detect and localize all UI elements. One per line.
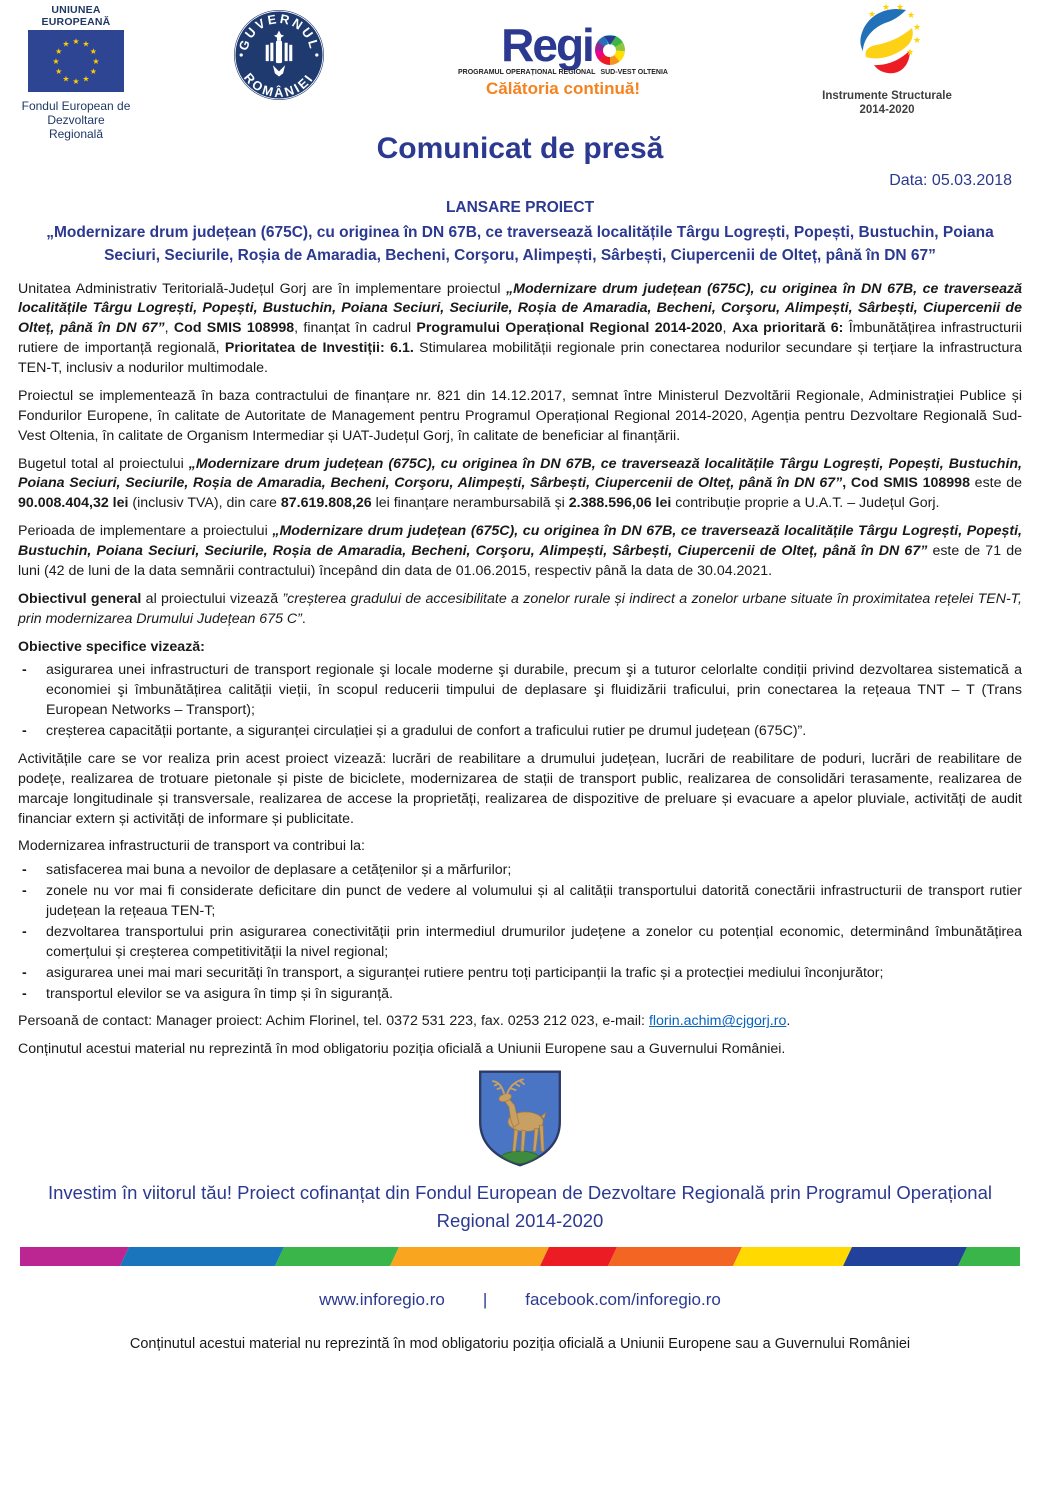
svg-text:★: ★: [881, 2, 891, 12]
svg-text:★: ★: [62, 74, 70, 84]
svg-text:★: ★: [72, 77, 80, 86]
svg-text:★: ★: [62, 39, 70, 49]
coat-of-arms-wrap: [0, 1068, 1040, 1173]
stripe-segment: [275, 1247, 399, 1266]
regio-color-wheel-icon: [595, 35, 625, 65]
list-item: - transportul elevilor se va asigura în timp și în siguranță.: [18, 985, 1022, 1005]
list-item: - creșterea capacității portante, a siguranței circulației și a gradului de confort a traficului rutier pe drumul județean (675C)”.: [18, 722, 1022, 742]
stripe-segment: [608, 1247, 742, 1266]
gorj-coat-of-arms-icon: [471, 1068, 569, 1168]
svg-text:★: ★: [92, 57, 100, 66]
svg-text:★: ★: [52, 57, 60, 66]
list-item: - dezvoltarea transportului prin asigurarea conectivității prin intermediul drumurilor județene a zonelor cu potențial economic, determinând îmbunătățirea comerțului și creșterea competitivității la nivel regional;: [18, 923, 1022, 963]
footer-links: [0, 1290, 1040, 1310]
eu-logo-subtitle: Fondul European de Dezvoltare Regională: [21, 99, 131, 141]
specific-objectives-heading: Obiective specifice vizează:: [18, 638, 205, 655]
stripe-segment: [120, 1247, 284, 1266]
instrumente-structurale-logo: [822, 0, 952, 118]
list-item: - asigurarea unei mai mari securități în transport, a siguranței rutiere pentru toți participanții la trafic și a protecției mediului înconjurător;: [18, 964, 1022, 984]
inforegio-facebook-link[interactable]: facebook.com/inforegio.ro: [525, 1289, 721, 1309]
date-line: Data: 05.03.2018: [889, 172, 1012, 189]
contribution-heading: Modernizarea infrastructurii de transport va contribui la:: [18, 838, 365, 855]
list-item: - zonele nu vor mai fi considerate deficitare din punct de vedere al volumului și al calității transportului datorită conectării infrastructurii de transport rutier județean la rețeaua TEN-T;: [18, 882, 1022, 922]
rainbow-stripe-svg: [20, 1247, 1020, 1266]
svg-text:★: ★: [82, 74, 90, 84]
rainbow-stripe: [20, 1247, 1020, 1266]
instrumente-structurale-swoosh-icon: [844, 0, 930, 84]
svg-text:★: ★: [905, 47, 915, 57]
regio-tagline: Călătoria continuă!: [486, 79, 640, 98]
svg-text:★: ★: [72, 37, 80, 46]
header-logos: [0, 0, 1040, 141]
email-link[interactable]: florin.achim@cjgorj.ro: [648, 1013, 787, 1030]
contribution-list: [18, 861, 1022, 1004]
paragraph-implementation: Unitatea Administrativ Teritorială-Județul Gorj are în implementare proiectul „Modernizare drum județean (675C), cu originea în DN 67B, ce traversează localitățile Târgu Logrești, Popești, Bustuchin, Poiana Seciuri, Seciurile, Roșia de Amaradia, Becheni, Corşoru, Alimpești, Sârbești, Ciupercenii de Olteț, până în DN 67”, Cod SMIS 108998, finanțat în cadrul Programului Operațional Regional 2014-2020, Axa prioritară 6: Îmbunătățirea infrastructurii rutiere de importanță regională, Prioritatea de Investiții: 6.1. Stimularea mobilității regionale prin conectarea nodurilor secundare și terțiare la infrastructura TEN-T, inclusiv a nodurilor multimodale.: [18, 280, 1023, 376]
svg-text:★: ★: [906, 10, 916, 20]
svg-text:★: ★: [912, 22, 922, 32]
contact-line: Persoană de contact: Manager proiect: Achim Florinel, tel. 0372 531 223, fax. 0253 212 023, e-mail: florin.achim@cjgorj.ro.: [18, 1013, 791, 1030]
svg-text:★: ★: [55, 67, 63, 76]
eu-flag-icon: [28, 30, 124, 92]
svg-text:★: ★: [82, 39, 90, 49]
stripe-segment: [390, 1247, 549, 1266]
body-content: [0, 268, 1040, 1061]
svg-text:★: ★: [912, 35, 922, 45]
specific-objectives-list: [18, 661, 1022, 742]
paragraph-general-objective: Obiectivul general al proiectului vizează ”creșterea gradului de accesibilitate a zonelor rurale și indirect a zonelor urbane situate în proximitatea rețelei TEN-T, prin modernizarea Drumului Județean 675 C”.: [18, 590, 1022, 627]
svg-text:★: ★: [867, 9, 877, 19]
svg-text:GUVERNUL: GUVERNUL: [235, 11, 323, 53]
stripe-segment: [843, 1247, 967, 1266]
page-title: Comunicat de presă: [376, 132, 664, 165]
stripe-segment: [20, 1247, 129, 1266]
paragraph-contract: Proiectul se implementează în baza contractului de finanțare nr. 821 din 14.12.2017, semnat între Ministerul Dezvoltării Regionale, Administrației Publice și Fondurilor Europene, în calitate de Autoritate de Management pentru Programul Operațional Regional 2014-2020, Agenția pentru Dezvoltare Regională Sud-Vest Oltenia, în calitate de Organism Intermediar și UAT-Județul Gorj, în calitate de beneficiar al finanțării.: [18, 387, 1022, 444]
footer-disclaimer: Conținutul acestui material nu reprezintă în mod obligatoriu poziția oficială a Uniunii Europene sau a Guvernului României: [129, 1335, 911, 1352]
paragraph-activities: Activitățile care se vor realiza prin acest proiect vizează: lucrări de reabilitare a drumului județean, lucrări de reabilitare de poduri, lucrări de reabilitare de podețe, realizarea de trotuare pietonale și piste de biciclete, modernizarea de stații de transport public, realizarea de consolidări terasamente, realizarea de marcaje longitudinale și transversale, realizarea de accese la proprietăți, realizarea de dispozitive de preluare și evacuare a apelor pluviale, activități de audit financiar extern și activități de informare și publicitate.: [18, 750, 1022, 827]
svg-text:★: ★: [895, 2, 905, 12]
svg-text:ROMÂNIEI: ROMÂNIEI: [240, 69, 317, 101]
svg-text:★: ★: [55, 47, 63, 56]
regio-caption: PROGRAMUL OPERAȚIONAL REGIONAL SUD-VEST OLTENIA: [458, 69, 668, 76]
svg-text:★: ★: [89, 47, 97, 56]
government-of-romania-seal-icon: [232, 8, 326, 102]
regio-wordmark: Regi: [452, 6, 674, 68]
stripe-segment: [733, 1247, 852, 1266]
list-item: - satisfacerea mai buna a nevoilor de deplasare a cetățenilor și a mărfurilor;: [18, 861, 1022, 881]
cofinancing-statement: Investim în viitorul tău! Proiect cofinanțat din Fondul European de Dezvoltare Regională prin Programul Operațional Regional 2014-2020: [47, 1182, 992, 1231]
eu-logo-title: UNIUNEA EUROPEANĂ: [41, 4, 111, 28]
stripe-segment: [958, 1247, 1020, 1266]
paragraph-budget: Bugetul total al proiectului „Modernizare drum județean (675C), cu originea în DN 67B, ce traversează localitățile Târgu Logrești, Popești, Bustuchin, Poiana Seciuri, Seciurile, Roșia de Amaradia, Becheni, Corşoru, Alimpești, Sârbești, Ciupercenii de Olteț, până în DN 67”, Cod SMIS 108998 este de 90.008.404,32 lei (inclusiv TVA), din care 87.619.808,26 lei finanțare nerambursabilă și 2.388.596,06 lei contribuție proprie a U.A.T. – Județul Gorj.: [18, 455, 1023, 512]
svg-text:★: ★: [89, 67, 97, 76]
link-separator: |: [482, 1289, 488, 1309]
stripe-segment: [540, 1247, 617, 1266]
paragraph-period: Perioada de implementare a proiectului „Modernizare drum județean (675C), cu originea în DN 67B, ce traversează localitățile Târgu Logrești, Popești, Bustuchin, Poiana Seciuri, Seciurile, Roșia de Amaradia, Becheni, Corşoru, Alimpești, Sârbești, Ciupercenii de Olteț, până în DN 67” este de 71 de luni (42 de luni de la data semnării contractului) începând din data de 01.06.2015, respectiv până la data de 30.04.2021.: [18, 523, 1023, 579]
project-title: „Modernizare drum județean (675C), cu originea în DN 67B, ce traversează localitățile Târgu Logrești, Popești, Bustuchin, Poiana Seciuri, Seciurile, Roșia de Amaradia, Becheni, Corşoru, Alimpești, Sârbești, Ciupercenii de Olteț, până în DN 67”: [46, 224, 994, 265]
regio-logo: [452, 6, 674, 99]
eu-logo: [20, 4, 132, 141]
list-item: - asigurarea unei infrastructuri de transport regionale şi locale moderne şi durabile, precum şi a tuturor celorlalte condiții privind dezvoltarea sistematică a economiei şi îmbunătățirea calității vieții, în scopul reducerii timpului de deplasare şi fluidizării traficului, prin conectarea la rețeaua TNT – T (Trans European Networks – Transport);: [18, 661, 1022, 721]
disclaimer-mid: Conținutul acestui material nu reprezintă în mod obligatoriu poziția oficială a Uniunii Europene sau a Guvernului României.: [18, 1041, 786, 1058]
inforegio-web-link[interactable]: www.inforegio.ro: [319, 1289, 445, 1309]
instrumente-structurale-label: Instrumente Structurale 2014-2020: [822, 90, 952, 117]
launch-heading: LANSARE PROIECT: [445, 199, 595, 216]
